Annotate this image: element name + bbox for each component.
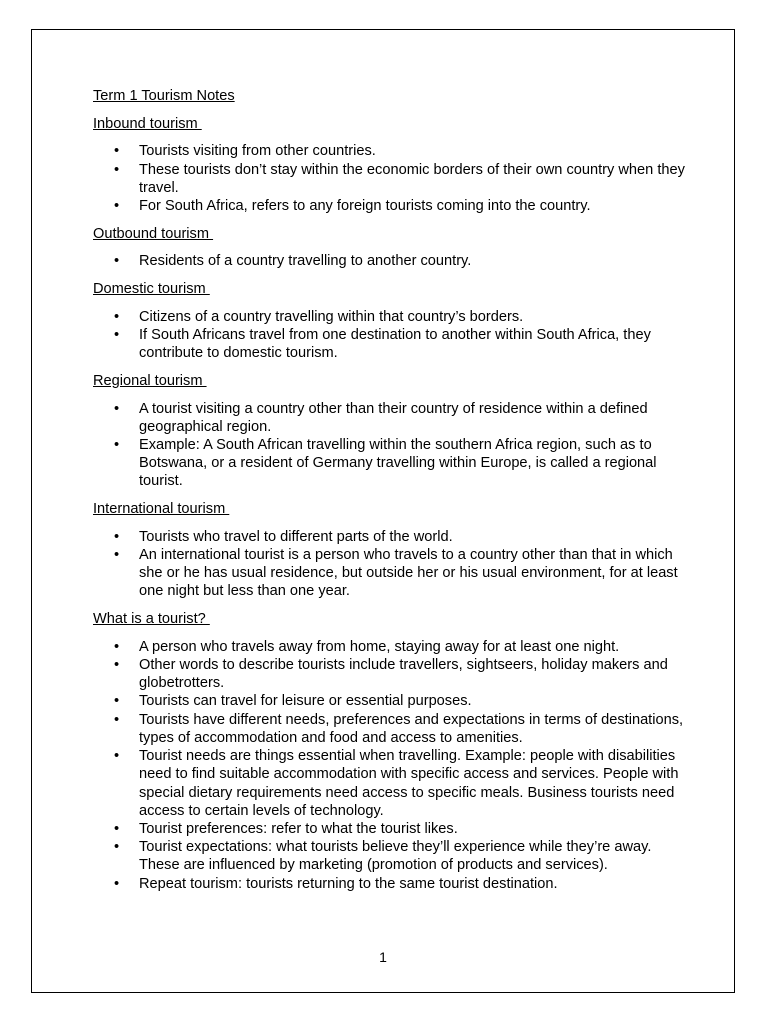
list-item-text: Tourists who travel to different parts of the world.	[139, 528, 453, 545]
list-item-text: These tourists don’t stay within the economic borders of their own country when they travel.	[139, 161, 685, 196]
section-heading: Inbound tourism	[93, 115, 202, 132]
bullet-list	[93, 252, 693, 270]
bullet-icon: •	[114, 748, 120, 765]
document-body	[93, 87, 693, 902]
section-heading: International tourism	[93, 501, 230, 518]
list-item	[93, 638, 693, 656]
bullet-icon: •	[114, 143, 120, 160]
section	[93, 500, 693, 601]
list-item-text: A person who travels away from home, staying away for at least one night.	[139, 638, 620, 655]
section-heading: Domestic tourism	[93, 281, 210, 298]
list-item	[93, 161, 693, 197]
list-item	[93, 875, 693, 893]
document-page	[31, 29, 735, 993]
list-item-text: If South Africans travel from one destination to another within South Africa, they contribute to domestic tourism.	[139, 327, 651, 362]
list-item-text: Other words to describe tourists include travellers, sightseers, holiday makers and globetrotters.	[139, 657, 668, 692]
list-item-text: For South Africa, refers to any foreign tourists coming into the country.	[139, 198, 591, 215]
list-item-text: An international tourist is a person who travels to a country other than that in which she or he has usual residence, but outside her or his usual environment, for at least one night but less than one year.	[139, 547, 678, 600]
list-item	[93, 197, 693, 215]
list-item	[93, 436, 693, 491]
bullet-icon: •	[114, 528, 120, 545]
section	[93, 115, 693, 216]
section-heading: Outbound tourism	[93, 225, 214, 242]
section	[93, 280, 693, 362]
list-item	[93, 400, 693, 436]
list-item	[93, 692, 693, 710]
bullet-icon: •	[114, 308, 120, 325]
bullet-list	[93, 528, 693, 601]
list-item	[93, 142, 693, 160]
list-item	[93, 308, 693, 326]
bullet-list	[93, 308, 693, 363]
bullet-list	[93, 638, 693, 893]
bullet-icon: •	[114, 400, 120, 417]
section-heading: What is a tourist?	[93, 611, 210, 628]
list-item-text: Residents of a country travelling to another country.	[139, 253, 472, 270]
bullet-icon: •	[114, 711, 120, 728]
list-item	[93, 838, 693, 874]
list-item	[93, 711, 693, 747]
list-item	[93, 546, 693, 601]
list-item	[93, 656, 693, 692]
section	[93, 225, 693, 271]
document-title: Term 1 Tourism Notes	[93, 88, 235, 104]
bullet-icon: •	[114, 820, 120, 837]
list-item	[93, 747, 693, 820]
bullet-icon: •	[114, 437, 120, 454]
sections-container	[93, 115, 693, 893]
list-item-text: Tourist expectations: what tourists believe they’ll experience while they’re away. These are influenced by marketing (promotion of products and services).	[139, 839, 652, 874]
section-heading: Regional tourism	[93, 372, 207, 389]
bullet-icon: •	[114, 693, 120, 710]
list-item-text: Repeat tourism: tourists returning to the same tourist destination.	[139, 875, 558, 892]
section	[93, 610, 693, 893]
bullet-icon: •	[114, 327, 120, 344]
bullet-list	[93, 142, 693, 215]
section	[93, 372, 693, 491]
bullet-icon: •	[114, 875, 120, 892]
bullet-icon: •	[114, 547, 120, 564]
list-item-text: Tourists visiting from other countries.	[139, 143, 376, 160]
bullet-icon: •	[114, 657, 120, 674]
list-item-text: Tourist needs are things essential when travelling. Example: people with disabilities need to find suitable accommodation with specific access and services. People with special dietary requirements need access to specific meals. Business tourists need access to certain levels of technology.	[139, 748, 679, 819]
bullet-icon: •	[114, 253, 120, 270]
bullet-list	[93, 400, 693, 491]
bullet-icon: •	[114, 839, 120, 856]
list-item	[93, 820, 693, 838]
list-item	[93, 252, 693, 270]
list-item	[93, 326, 693, 362]
list-item-text: A tourist visiting a country other than their country of residence within a defined geographical region.	[139, 400, 648, 435]
list-item	[93, 528, 693, 546]
list-item-text: Example: A South African travelling within the southern Africa region, such as to Botswana, or a resident of Germany travelling within Europe, is called a regional tourist.	[139, 437, 657, 490]
list-item-text: Tourist preferences: refer to what the tourist likes.	[139, 820, 458, 837]
page-number: 1	[379, 949, 387, 965]
list-item-text: Citizens of a country travelling within that country’s borders.	[139, 308, 524, 325]
list-item-text: Tourists have different needs, preferences and expectations in terms of destinations, types of accommodation and food and access to amenities.	[139, 711, 684, 746]
bullet-icon: •	[114, 161, 120, 178]
bullet-icon: •	[114, 638, 120, 655]
list-item-text: Tourists can travel for leisure or essential purposes.	[139, 693, 472, 710]
bullet-icon: •	[114, 198, 120, 215]
